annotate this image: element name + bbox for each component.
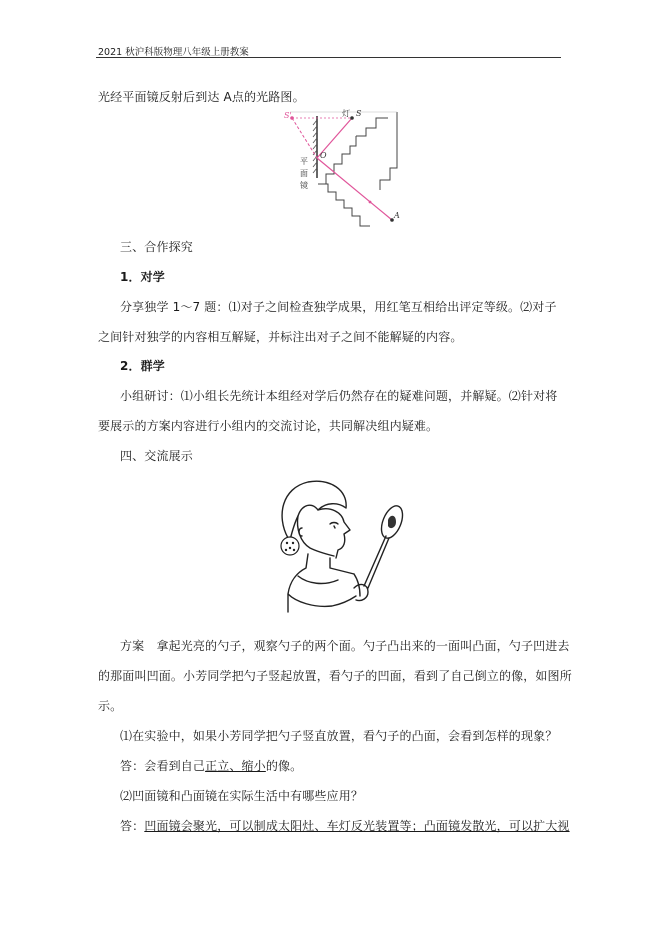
- answer-1-fill: 正立、缩小: [205, 759, 266, 773]
- label-lamp: 灯: [342, 109, 350, 118]
- duixue-line-2: 之间针对独学的内容相互解疑，并标注出对子之间不能解疑的内容。: [98, 330, 463, 344]
- hair: [282, 481, 346, 540]
- arrow-mark: [369, 201, 372, 204]
- shoulder-right: [330, 558, 354, 574]
- hand: [354, 585, 368, 601]
- intro-text: 光经平面镜反射后到达 A点的光路图。: [98, 90, 305, 104]
- answer-1: [120, 757, 302, 774]
- plan-line-2: 的那面叫凹面。小芳同学把勺子竖起放置，看勺子的凹面，看到了自己倒立的像，如图所: [98, 669, 572, 683]
- spoon-handle: [364, 536, 386, 586]
- label-mirror-3: 镜: [300, 181, 308, 190]
- answer-1-suffix: 的像。: [265, 759, 303, 773]
- mirror-reflection-diagram: [280, 108, 402, 230]
- virtual-ray: [292, 118, 317, 158]
- source-point: [350, 116, 354, 120]
- answer-1-prefix: 答：会看到自己: [120, 759, 206, 773]
- label-s: S: [356, 109, 362, 118]
- question-1: ⑴在实验中，如果小芳同学把勺子竖直放置，看勺子的凸面，会看到怎样的现象？: [120, 729, 558, 743]
- face-profile: [318, 509, 350, 558]
- ear: [299, 528, 302, 536]
- stair-steps-top: [356, 118, 388, 136]
- label-s-image: S': [284, 111, 292, 120]
- label-o: O: [320, 151, 327, 160]
- spoon-reflection: [388, 516, 396, 528]
- label-a: A: [394, 211, 400, 220]
- girl-with-spoon-illustration: [268, 476, 404, 618]
- question-2: ⑵凹面镜和凸面镜在实际生活中有哪些应用？: [120, 789, 364, 803]
- label-mirror-1: 平: [300, 157, 308, 166]
- header-divider: [96, 57, 561, 58]
- plan-line-3: 示。: [98, 699, 123, 713]
- stair-steps-lower: [318, 184, 370, 226]
- qunxue-line-2: 要展示的方案内容进行小组内的交流讨论，共同解决组内疑难。: [98, 419, 439, 433]
- collar: [298, 576, 338, 583]
- answer-2: [120, 817, 570, 834]
- duixue-line-1: 分享独学 1～7 题：⑴对子之间检查独学成果，用红笔互相给出评定等级。⑵对子: [120, 300, 557, 314]
- answer-2-prefix: 答：: [120, 819, 145, 833]
- section-4-heading: 四、交流展示: [120, 449, 193, 463]
- answer-2-fill: 凹面镜会聚光，可以制成太阳灶、车灯反光装置等；凸面镜发散光，可以扩大视: [144, 819, 570, 833]
- stair-wall-upper: [380, 112, 397, 190]
- page-header: 2021 秋沪科版物理八年级上册教案: [98, 47, 249, 58]
- eye: [330, 523, 338, 525]
- arm: [288, 594, 356, 606]
- qunxue-line-1: 小组研讨：⑴小组长先统计本组经对学后仍然存在的疑难问题，并解疑。⑵针对将: [120, 389, 558, 403]
- qunxue-heading: 2．群学: [120, 359, 165, 373]
- duixue-heading: 1．对学: [120, 270, 165, 284]
- stair-steps-upper: [318, 136, 356, 184]
- plan-line-1: 方案 拿起光亮的勺子，观察勺子的两个面。勺子凸出来的一面叫凸面，勺子凹进去: [120, 639, 570, 653]
- section-3-heading: 三、合作探究: [120, 240, 193, 254]
- label-mirror-2: 面: [300, 169, 308, 178]
- hair-bow: [281, 537, 299, 555]
- face-outline: [298, 516, 335, 556]
